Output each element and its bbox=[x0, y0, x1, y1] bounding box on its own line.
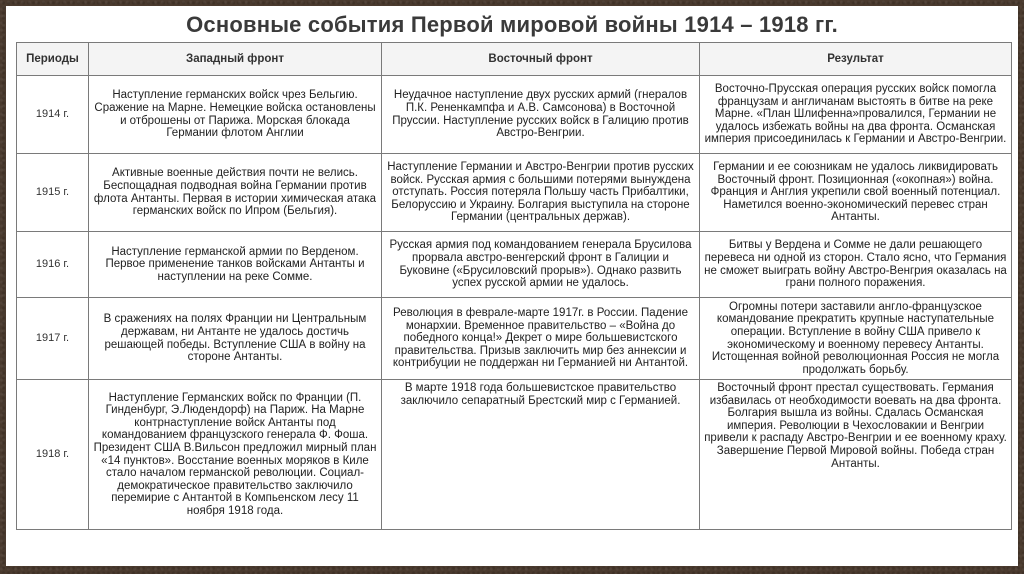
header-west-front: Западный фронт bbox=[89, 43, 382, 76]
west-cell bbox=[89, 232, 382, 298]
west-text: Наступление германской армии по Верденом. Первое применение танков войсками Антанты и наступлении на реке Сомме. bbox=[105, 245, 365, 283]
west-text: Наступление германских войск чрез Бельгию. Сражение на Марне. Немецкие войска остановлены и отброшены от Парижа. Морская блокада Германии флотом Англии bbox=[94, 89, 376, 140]
west-cell bbox=[89, 298, 382, 380]
result-cell bbox=[700, 298, 1012, 380]
result-cell bbox=[700, 232, 1012, 298]
east-cell bbox=[382, 298, 700, 380]
period-cell: 1916 г. bbox=[17, 232, 89, 298]
east-text: Революция в феврале-марте 1917г. в России. Падение монархии. Временное правительство – «Война до победного конца!» Декрет о мире большевистского правительства. Призыв заключить мир без аннексии и контрибуции не поддержан ни Германией ни Антантой. bbox=[392, 307, 689, 370]
east-text: В марте 1918 года большевистское правительство заключило сепаратный Брестский мир с Германией. bbox=[400, 382, 681, 407]
east-cell bbox=[382, 380, 700, 530]
slide bbox=[6, 6, 1018, 566]
result-text: Битвы у Вердена и Сомме не дали решающего перевеса ни одной из сторон. Стало ясно, что Германия не сможет выиграть войну Австро-Венгрия оказалась на грани полного поражения. bbox=[704, 239, 1007, 290]
table-row bbox=[17, 380, 1012, 530]
west-cell bbox=[89, 154, 382, 232]
header-result: Результат bbox=[700, 43, 1012, 76]
header-east-front: Восточный фронт bbox=[382, 43, 700, 76]
table-row bbox=[17, 76, 1012, 154]
east-text: Неудачное наступление двух русских армий (гнералов П.К. Рененкампфа и А.В. Самсонова) в Восточной Пруссии. Наступление русских войск в Галицию против Австро-Венгрии. bbox=[392, 89, 689, 140]
table-row bbox=[17, 154, 1012, 232]
period-cell: 1917 г. bbox=[17, 298, 89, 380]
result-text: Восточно-Прусская операция русских войск помогла французам и англичанам выстоять в битве на реке Марне. «План Шлифенна»провалился, Германии не удалось избежать войны на два фронта. Османская империя присоединилась к Германии и Австро-Венгрии. bbox=[704, 83, 1007, 146]
west-cell bbox=[89, 76, 382, 154]
page-title: Основные события Первой мировой войны 1914 – 1918 гг. bbox=[186, 12, 838, 37]
west-text: Активные военные действия почти не велись. Беспощадная подводная война Германии против флота Антанты. Первая в истории химическая атака германских войск по Ипром (Бельгия). bbox=[93, 167, 377, 218]
period-cell: 1914 г. bbox=[17, 76, 89, 154]
header-period: Периоды bbox=[17, 43, 89, 76]
west-text: В сражениях на полях Франции ни Центральным державам, ни Антанте не удалось достичь решающей победы. Вступление США в войну на стороне Антанты. bbox=[103, 313, 367, 364]
east-cell bbox=[382, 154, 700, 232]
result-cell bbox=[700, 380, 1012, 530]
result-cell bbox=[700, 76, 1012, 154]
west-cell bbox=[89, 380, 382, 530]
period-cell: 1918 г. bbox=[17, 380, 89, 530]
period-cell: 1915 г. bbox=[17, 154, 89, 232]
east-text: Наступление Германии и Австро-Венгрии против русских войск. Русская армия с большими потерями вынуждена отступать. Россия потеряла Польшу часть Прибалтики, Белоруссию и Украину. Болгария выступила на стороне Германии (центральных держав). bbox=[387, 161, 694, 224]
east-cell bbox=[382, 76, 700, 154]
result-text: Огромны потери заставили англо-французское командование прекратить крупные наступательные операции. Вступление в войну США привело к экономическому и военному перевесу Антанты. Истощенная войной революционная Россия не могла продолжать борьбу. bbox=[711, 300, 1000, 376]
table-row bbox=[17, 232, 1012, 298]
table-row bbox=[17, 298, 1012, 380]
table-header-row bbox=[17, 43, 1012, 76]
result-text: Восточный фронт престал существовать. Германия избавилась от необходимости воевать на два фронта. Болгария вышла из войны. Сдалась Османская империя. Революции в Чехословакии и Венгрии привели к распаду Австро-Венгрии и ее военному краху. Завершение Первой Мировой войны. Победа стран Антанты. bbox=[704, 382, 1007, 470]
west-text: Наступление Германских войск по Франции (П. Гинденбург, Э.Людендорф) на Париж. На Марне контрнаступление войск Антанты под командованием французского генерала Ф. Фоша. Президент США В.Вильсон предложил мирный план «14 пунктов». Восстание военных моряков в Киле стало началом германской революции. Социал-демократическое правительство заключило перемирие с Антантой в Компьенском лесу 11 ноября 1918 года. bbox=[93, 391, 377, 517]
result-text: Германии и ее союзникам не удалось ликвидировать Восточный фронт. Позиционная («окопная») война. Франция и Англия укрепили свой военный потенциал. Наметился военно-экономический перевес стран Антанты. bbox=[710, 161, 1001, 224]
east-text: Русская армия под командованием генерала Брусилова прорвала австро-венгерский фронт в Галиции и Буковине («Брусиловский прорыв»). Однако развить успех русской армии не удалось. bbox=[389, 239, 692, 290]
result-cell bbox=[700, 154, 1012, 232]
east-cell bbox=[382, 232, 700, 298]
events-table bbox=[16, 42, 1012, 530]
